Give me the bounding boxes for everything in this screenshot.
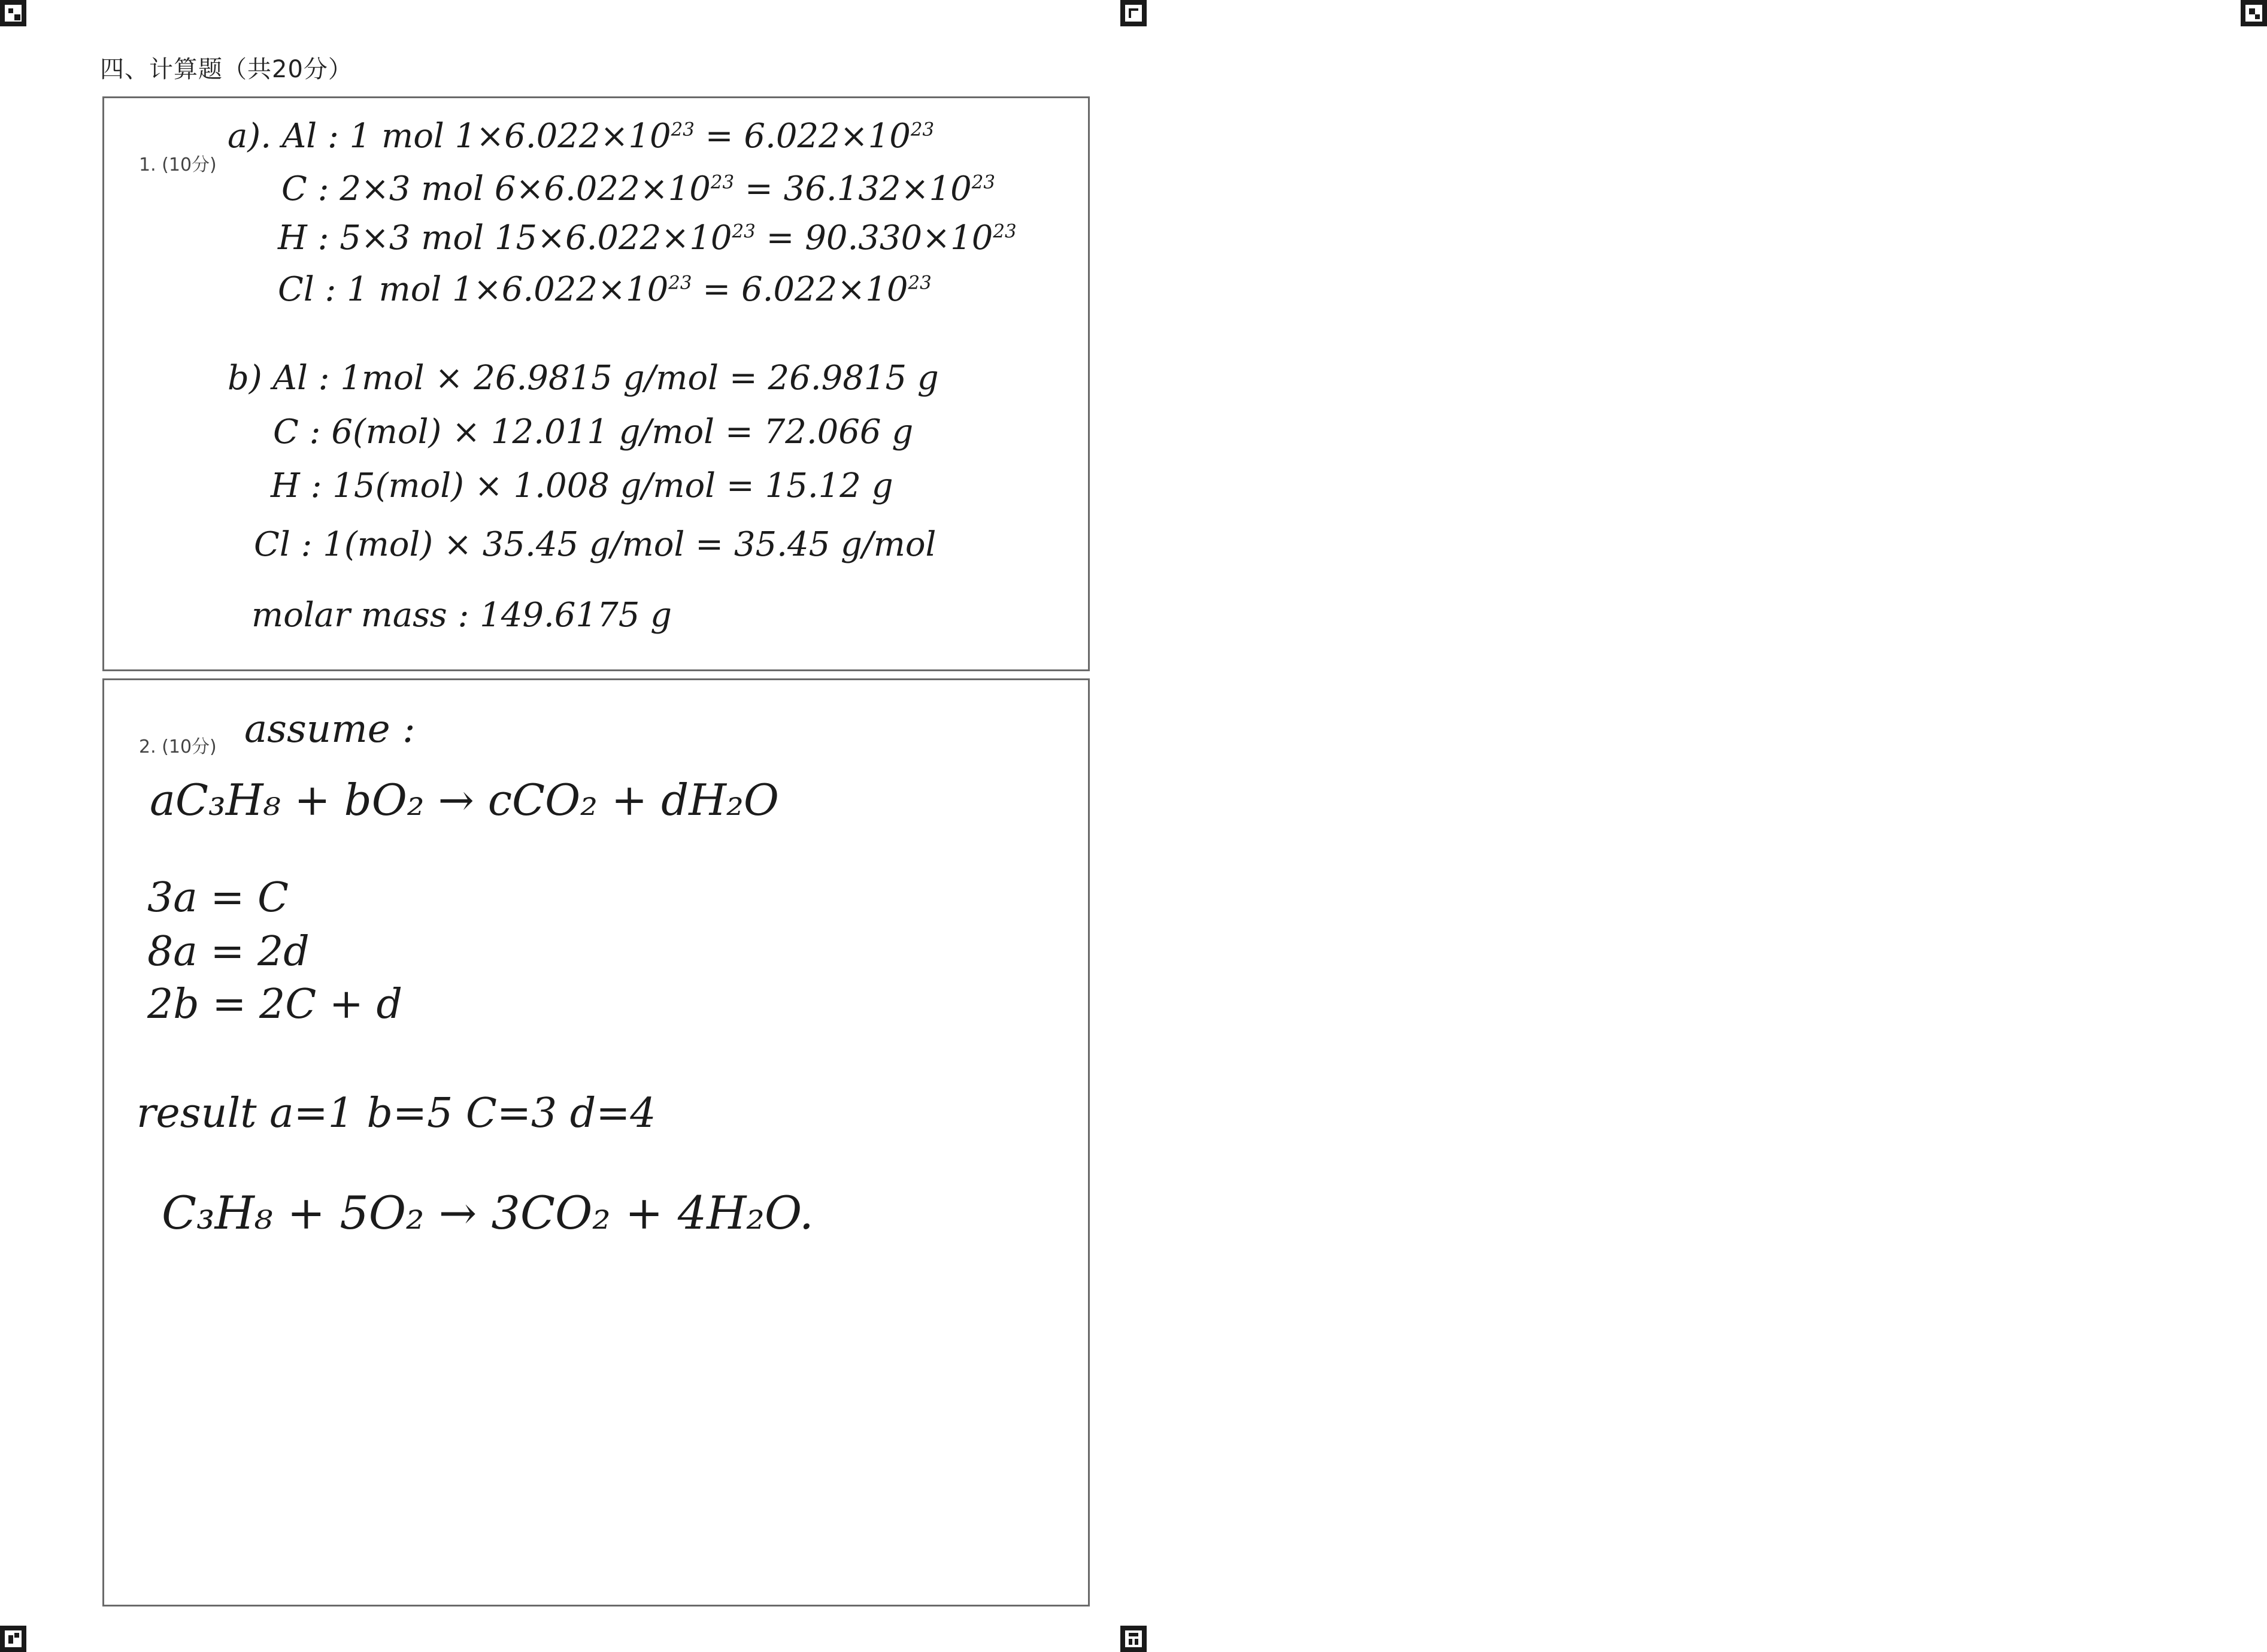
answer-box-question-2 [102, 678, 1090, 1606]
general-equation: aC₃H₈ + bO₂ → cCO₂ + dH₂O [150, 775, 779, 825]
alignment-marker-bottom-left [0, 1626, 26, 1652]
answer-line: b) Al : 1mol × 26.9815 g/mol = 26.9815 g [228, 359, 939, 398]
coefficient-equation: 3a = C [147, 874, 289, 922]
section-title: 四、计算题（共20分） [100, 56, 353, 83]
result-line: result a=1 b=5 C=3 d=4 [137, 1090, 656, 1137]
answer-line: C : 6(mol) × 12.011 g/mol = 72.066 g [273, 413, 914, 451]
assume-text: assume : [244, 707, 416, 751]
answer-line: Cl : 1 mol $1\times 6.022\times 10^{23} = 6.022\times 10^{23}$ [278, 270, 932, 309]
answer-line: C : 2×3 mol $6\times 6.022\times 10^{23} = 36.132\times 10^{23}$ [281, 169, 995, 208]
question-1-label: 1. (10分) [139, 154, 217, 175]
answer-line: a). Al : 1 mol $1\times 6.022\times 10^{23} = 6.022\times 10^{23}$ [228, 117, 935, 156]
alignment-marker-bottom-center [1120, 1626, 1147, 1652]
balanced-equation: C₃H₈ + 5O₂ → 3CO₂ + 4H₂O. [162, 1186, 814, 1239]
coefficient-equation: 2b = 2C + d [147, 981, 403, 1028]
alignment-marker-top-right [2241, 0, 2267, 26]
answer-line: Cl : 1(mol) × 35.45 g/mol = 35.45 g/mol [254, 525, 936, 564]
alignment-marker-top-center [1120, 0, 1147, 26]
coefficient-equation: 8a = 2d [147, 928, 310, 975]
answer-line: H : 15(mol) × 1.008 g/mol = 15.12 g [271, 466, 893, 505]
answer-line: molar mass : 149.6175 g [251, 596, 672, 635]
answer-box-question-1 [102, 96, 1090, 671]
alignment-marker-top-left [0, 0, 26, 26]
question-2-label: 2. (10分) [139, 736, 217, 757]
answer-line: H : 5×3 mol $15\times 6.022\times 10^{23} = 90.330\times 10^{23}$ [278, 219, 1017, 257]
